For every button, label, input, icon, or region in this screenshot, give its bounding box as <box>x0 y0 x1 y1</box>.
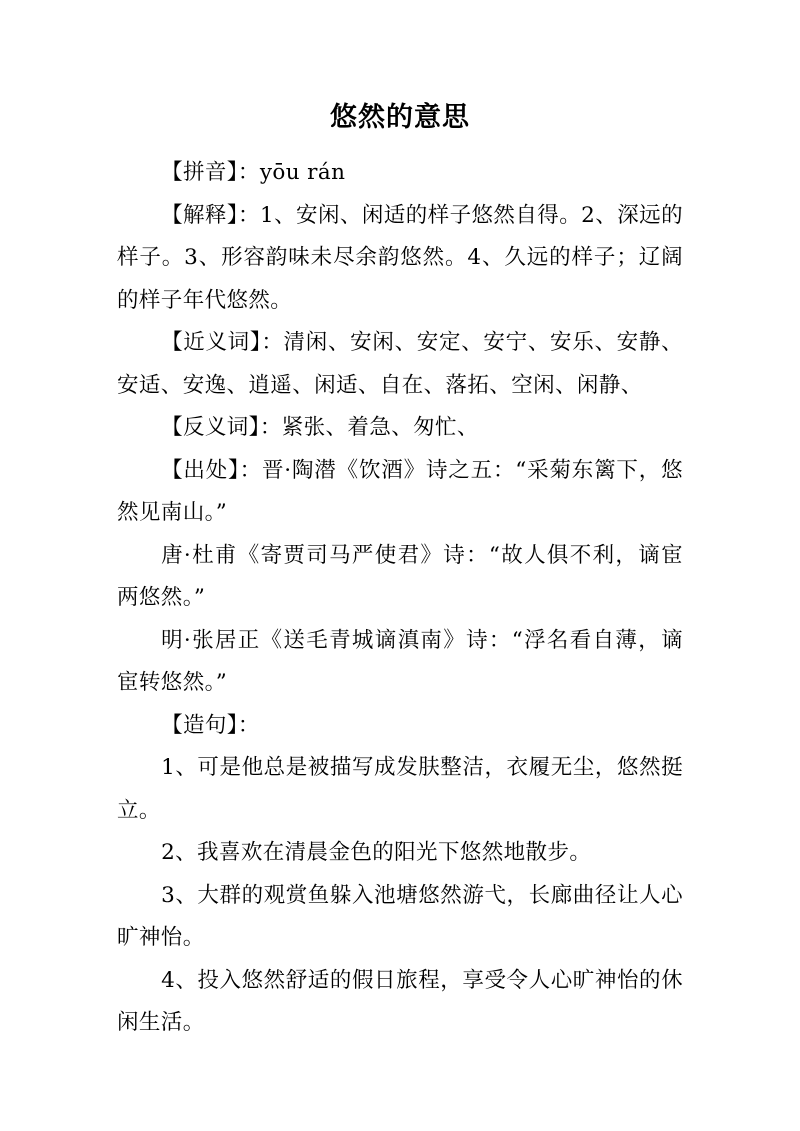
document-body <box>117 152 683 1045</box>
pinyin-paragraph: 【拼音】：yōu rán <box>161 160 346 185</box>
document-title: 悠然的意思 <box>330 102 470 133</box>
example-sentences-heading: 【造句】： <box>161 712 260 738</box>
example-sentence: 1、可是他总是被描写成发肤整洁，衣履无尘，悠然挺立。 <box>117 755 683 823</box>
example-sentence: 3、大群的观赏鱼躲入池塘悠然游弋，长廊曲径让人心旷神怡。 <box>117 882 683 950</box>
synonyms-paragraph: 【近义词】：清闲、安闲、安定、安宁、安乐、安静、安适、安逸、逍遥、闲适、自在、落拓、空闲、闲静、 <box>117 330 683 398</box>
antonyms-paragraph: 【反义词】：紧张、着急、匆忙、 <box>161 415 479 440</box>
definition-paragraph: 【解释】：1、安闲、闲适的样子悠然自得。2、深远的样子。3、形容韵味未尽余韵悠然。4、久远的样子；辽阔的样子年代悠然。 <box>117 202 683 313</box>
source-quote-paragraph: 明·张居正《送毛青城谪滇南》诗：“浮名看自薄，谪宦转悠然。” <box>117 627 683 695</box>
example-sentence: 2、我喜欢在清晨金色的阳光下悠然地散步。 <box>161 840 592 865</box>
document-page <box>117 0 683 1131</box>
source-quote-paragraph: 唐·杜甫《寄贾司马严使君》诗：“故人俱不利，谪宦两悠然。” <box>117 542 683 610</box>
example-sentence: 4、投入悠然舒适的假日旅程，享受令人心旷神怡的休闲生活。 <box>117 967 683 1035</box>
source-paragraph: 【出处】：晋·陶潜《饮酒》诗之五：“采菊东篱下，悠然见南山。” <box>117 457 683 525</box>
